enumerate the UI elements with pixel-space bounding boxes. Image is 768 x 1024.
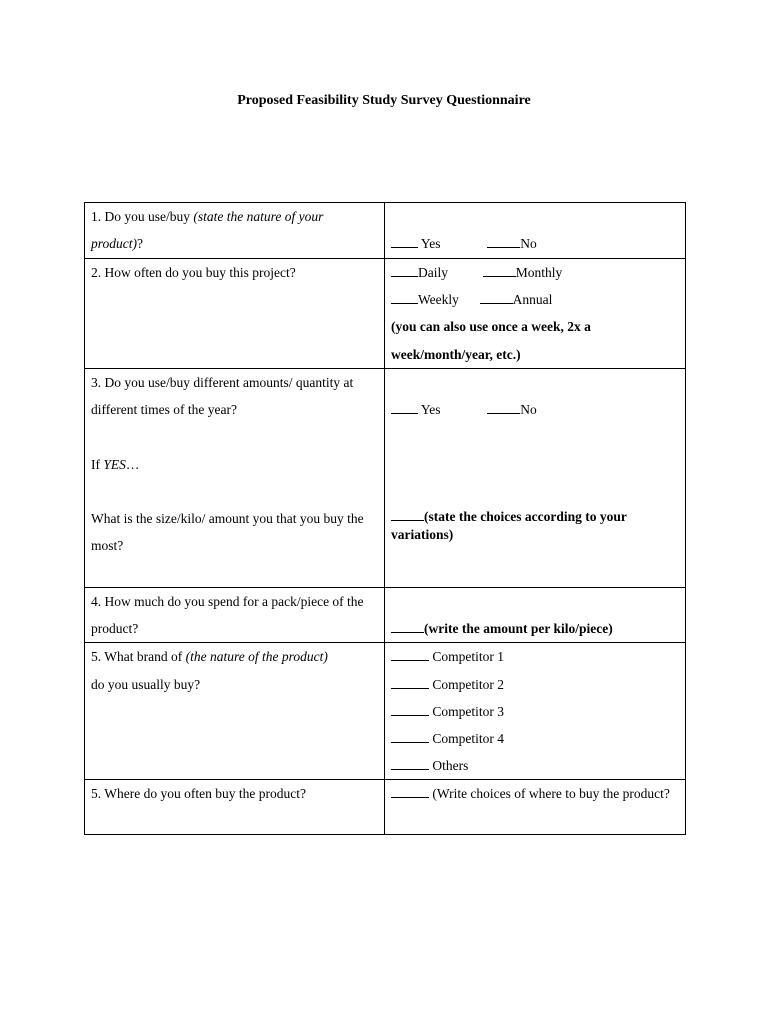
answer-cell [385, 203, 686, 259]
condition-suffix: … [125, 456, 140, 472]
followup-question: What is the size/kilo/ amount you that you buy the most? [91, 510, 364, 554]
answer-blank[interactable] [483, 262, 516, 277]
answer-blank[interactable] [391, 233, 418, 248]
question-text: 3. Do you use/buy different amounts/ quantity at different times of the year? [91, 375, 354, 418]
answer-note: (you can also use once a week, 2x a week/month/year, etc.) [391, 319, 591, 362]
answer-cell [385, 588, 686, 643]
option-competitor-3: Competitor 3 [432, 703, 504, 719]
question-suffix: ? [137, 236, 143, 252]
option-daily: Daily [418, 265, 448, 280]
question-suffix: do you usually buy? [91, 676, 201, 692]
question-cell [85, 643, 385, 780]
option-no: No [520, 402, 537, 418]
question-italic: (state the nature of your product) [91, 209, 324, 252]
table-row [85, 588, 686, 643]
answer-cell [385, 259, 686, 369]
question-text: 5. Where do you often buy the product? [91, 786, 306, 802]
answer-cell [385, 643, 686, 780]
option-yes: Yes [420, 402, 441, 418]
answer-blank[interactable] [391, 755, 429, 770]
survey-table [84, 202, 686, 835]
answer-blank[interactable] [391, 783, 429, 798]
question-text: 5. What brand of [91, 649, 186, 665]
answer-blank[interactable] [391, 618, 424, 633]
answer-blank[interactable] [487, 399, 520, 414]
table-row [85, 643, 686, 780]
condition-italic: YES [103, 456, 126, 472]
option-competitor-1: Competitor 1 [432, 649, 504, 665]
option-others: Others [432, 758, 469, 774]
option-competitor-2: Competitor 2 [432, 676, 504, 692]
table-row [85, 259, 686, 369]
question-text: 4. How much do you spend for a pack/piece of the product? [91, 594, 364, 637]
answer-blank[interactable] [391, 646, 429, 661]
table-row [85, 369, 686, 588]
document-title: Proposed Feasibility Study Survey Questionnaire [237, 93, 531, 108]
option-competitor-4: Competitor 4 [432, 731, 504, 747]
table-row [85, 203, 686, 259]
answer-cell [385, 780, 686, 835]
answer-blank[interactable] [391, 728, 429, 743]
question-cell [85, 780, 385, 835]
answer-cell [385, 369, 686, 588]
question-cell [85, 259, 385, 369]
option-no: No [520, 236, 537, 252]
question-text: 1. Do you use/buy [91, 209, 194, 224]
answer-instruction: (state the choices according to your variations) [391, 508, 627, 542]
option-monthly: Monthly [515, 265, 563, 280]
answer-blank[interactable] [480, 289, 513, 304]
answer-blank[interactable] [391, 399, 418, 414]
answer-blank[interactable] [391, 262, 418, 277]
answer-instruction: (write the amount per kilo/piece) [424, 621, 613, 637]
answer-blank[interactable] [391, 506, 424, 521]
question-italic: (the nature of the product) [185, 649, 328, 665]
question-cell [85, 369, 385, 588]
question-cell [85, 588, 385, 643]
table-row [85, 780, 686, 835]
answer-blank[interactable] [391, 701, 429, 716]
option-yes: Yes [420, 236, 441, 252]
answer-instruction: (Write choices of where to buy the product? [432, 786, 670, 802]
question-text: 2. How often do you buy this project? [91, 265, 296, 280]
option-annual: Annual [512, 292, 553, 308]
option-weekly: Weekly [418, 292, 459, 308]
answer-blank[interactable] [391, 674, 429, 689]
condition-label: If [91, 456, 104, 472]
answer-blank[interactable] [487, 233, 520, 248]
answer-blank[interactable] [391, 289, 418, 304]
question-cell [85, 203, 385, 259]
